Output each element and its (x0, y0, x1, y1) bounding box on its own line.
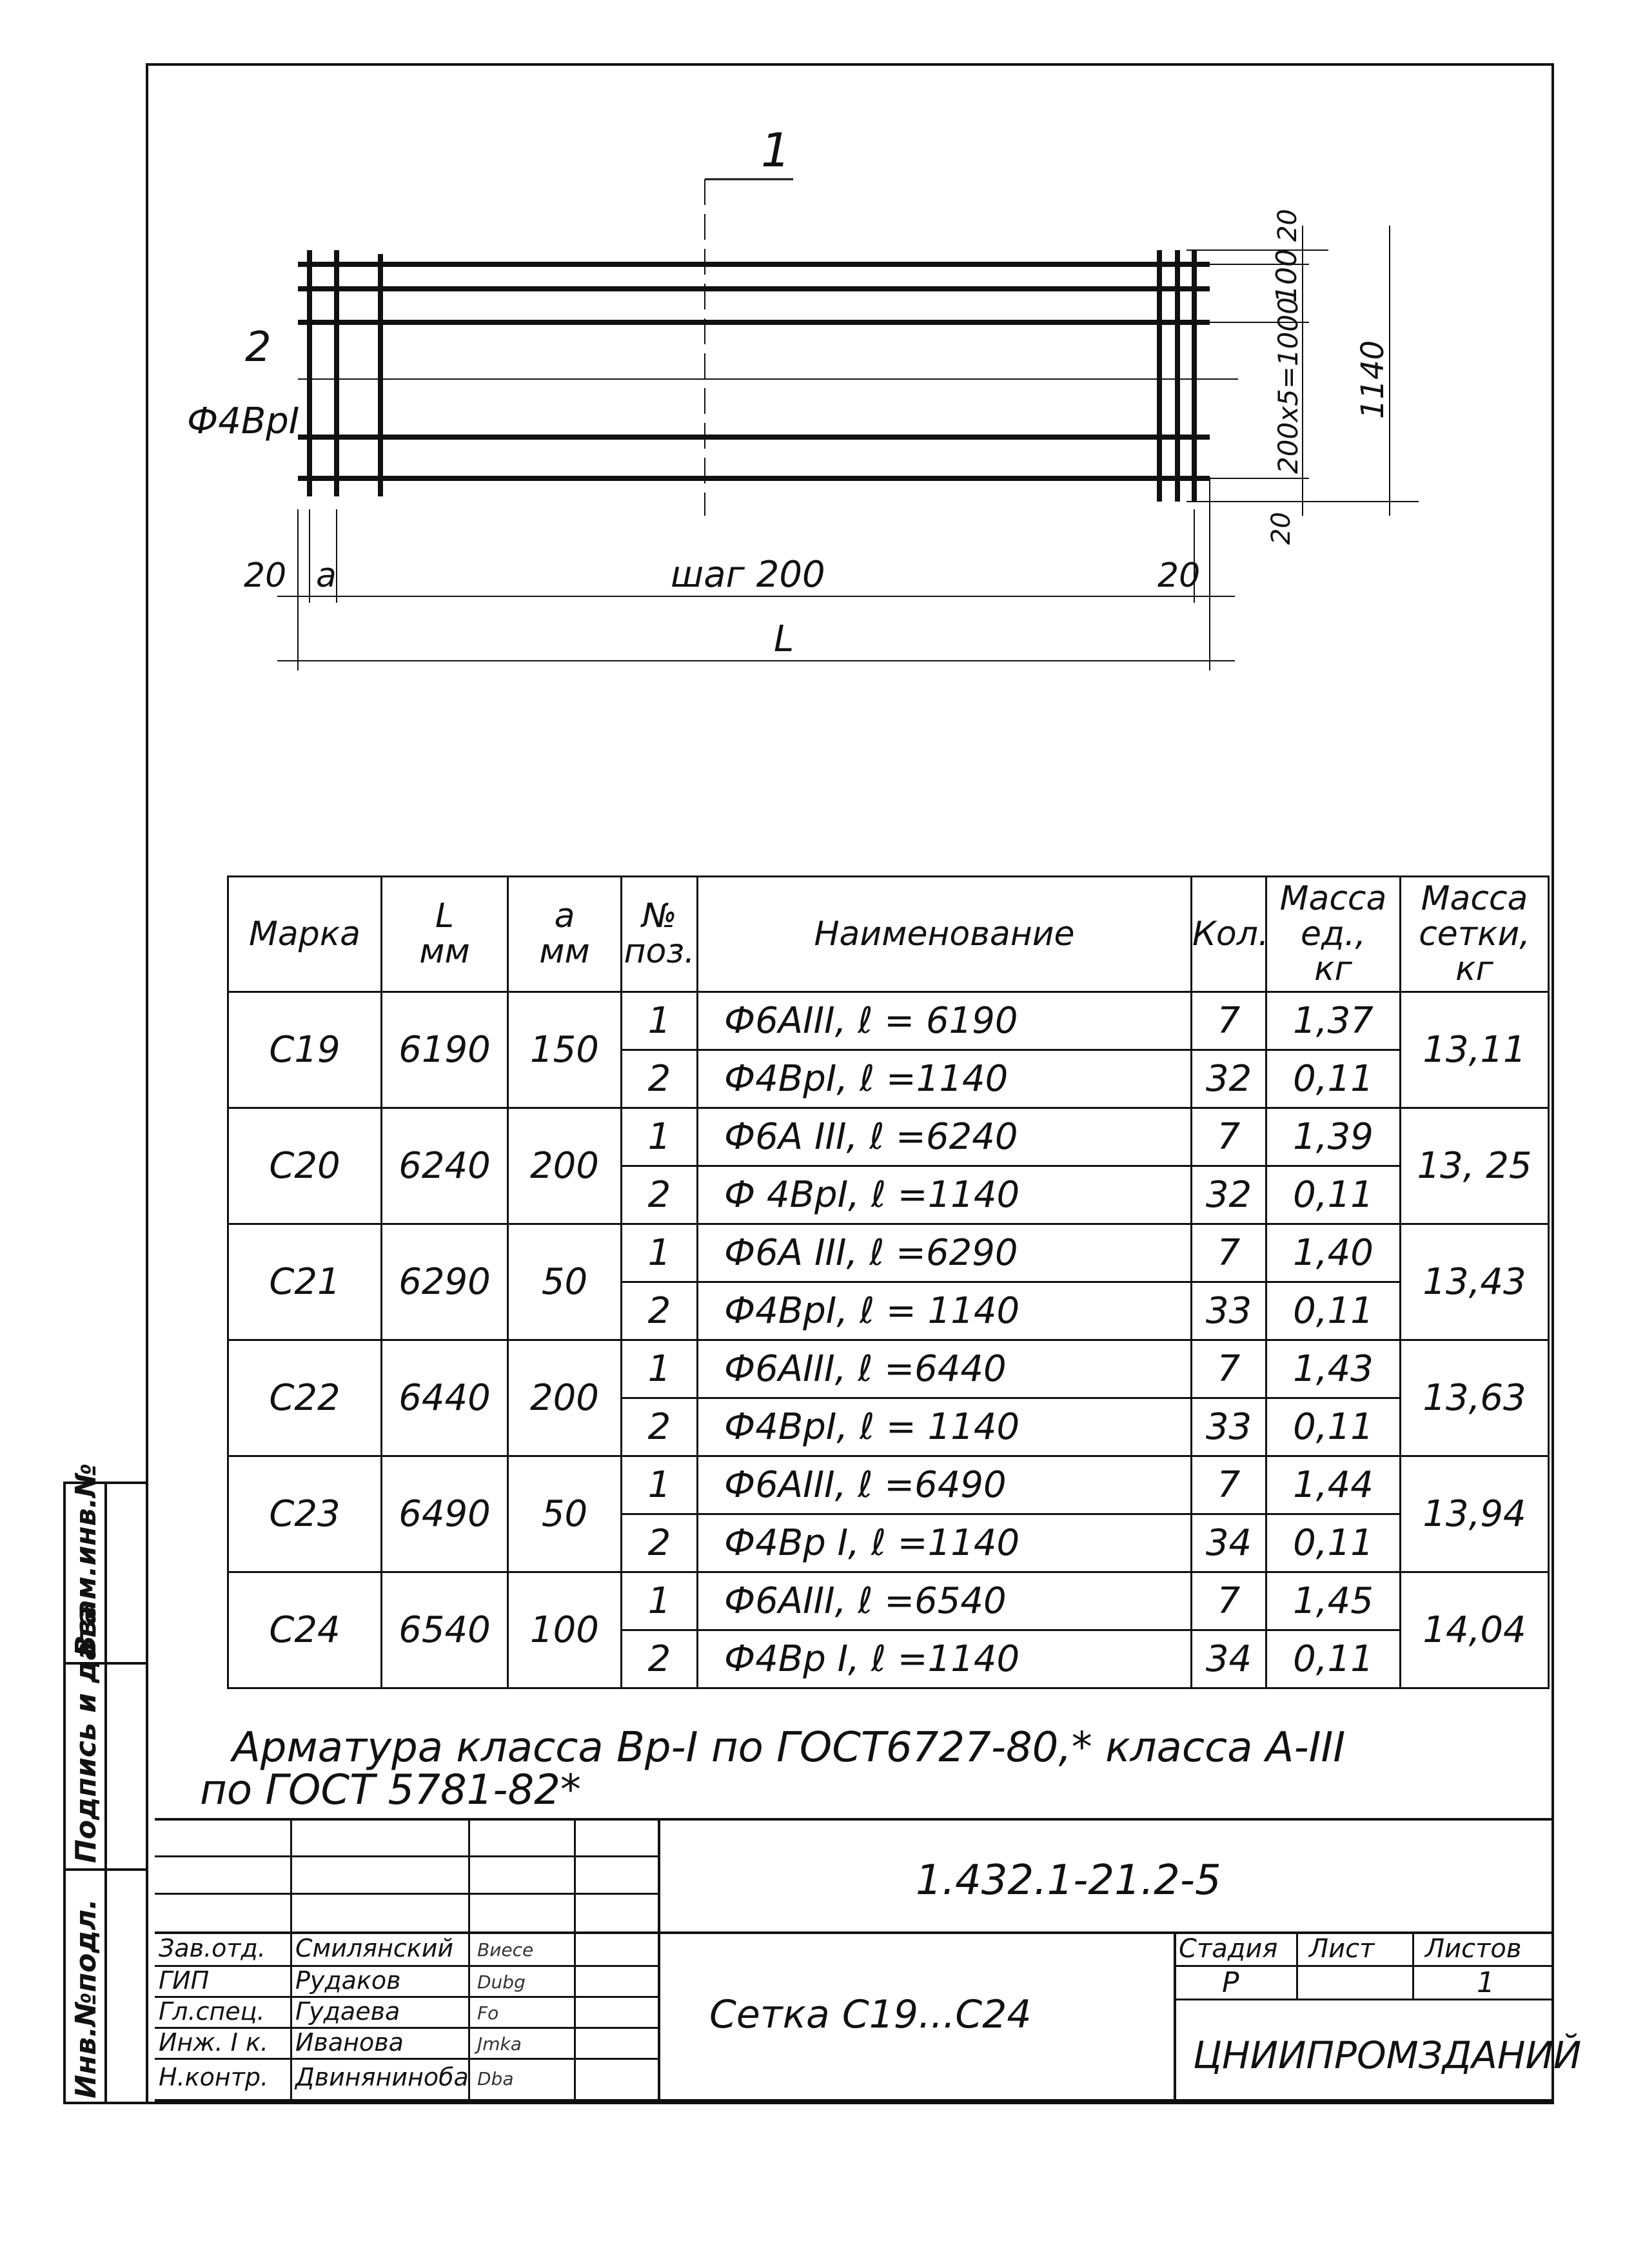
cell-qty: 7 (1192, 1224, 1266, 1282)
cell-name: Ф4Вр I, ℓ =1140 (698, 1514, 1192, 1572)
staff-role: Зав.отд. (159, 1934, 266, 1962)
table-row (228, 1340, 1549, 1398)
cell-a: 50 (508, 1224, 622, 1340)
cell-name: Ф4ВрI, ℓ = 1140 (698, 1282, 1192, 1340)
document-code: 1.432.1-21.2-5 (916, 1857, 1221, 1904)
inventory-original-label: Инв.№подл. (70, 1899, 103, 2098)
cell-L: 6440 (382, 1340, 508, 1456)
cell-mesh-mass: 13,63 (1401, 1340, 1549, 1456)
cell-a: 100 (508, 1572, 622, 1688)
cell-a: 200 (508, 1108, 622, 1224)
cell-unit-mass: 1,39 (1266, 1108, 1401, 1166)
cell-mesh-mass: 13,11 (1401, 992, 1549, 1108)
table-row (228, 1572, 1549, 1630)
cell-a: 150 (508, 992, 622, 1108)
section-mark: 1 (761, 123, 791, 177)
cell-qty: 34 (1192, 1630, 1266, 1688)
dim-top-20: 20 (1273, 209, 1303, 242)
staff-role: Инж. I к. (159, 2028, 268, 2057)
cell-pos: 1 (622, 1572, 698, 1630)
col-mark: Марка (228, 877, 382, 992)
staff-signature: Bиece (477, 1939, 534, 1960)
cell-mark: С24 (228, 1572, 382, 1688)
stage-label: Стадия (1179, 1934, 1278, 1964)
cell-qty: 32 (1192, 1166, 1266, 1224)
bar-position-label: 2 (245, 324, 271, 371)
table-row (228, 1456, 1549, 1514)
cell-pos: 2 (622, 1514, 698, 1572)
cell-a: 200 (508, 1340, 622, 1456)
cell-name: Ф6АIII, ℓ =6540 (698, 1572, 1192, 1630)
cell-mark: С19 (228, 992, 382, 1108)
cell-mark: С20 (228, 1108, 382, 1224)
cell-pos: 1 (622, 992, 698, 1050)
cell-a: 50 (508, 1456, 622, 1572)
cell-name: Ф4ВрI, ℓ =1140 (698, 1050, 1192, 1108)
replaced-inventory-label: Взам.инв.№ (70, 1463, 103, 1657)
cell-unit-mass: 1,45 (1266, 1572, 1401, 1630)
table-row (228, 1224, 1549, 1282)
cell-mesh-mass: 13,43 (1401, 1224, 1549, 1340)
staff-signature: Dubg (477, 1971, 526, 1993)
cell-pos: 1 (622, 1108, 698, 1166)
cell-mesh-mass: 13, 25 (1401, 1108, 1549, 1224)
cell-qty: 7 (1192, 1572, 1266, 1630)
cell-unit-mass: 0,11 (1266, 1398, 1401, 1456)
table-row (228, 992, 1549, 1050)
signature-date-label: Подпись и дата (70, 1605, 103, 1863)
sheets-value: 1 (1477, 1966, 1495, 1999)
staff-name: Иванова (295, 2028, 404, 2057)
cell-unit-mass: 1,37 (1266, 992, 1401, 1050)
cell-unit-mass: 0,11 (1266, 1166, 1401, 1224)
cell-qty: 32 (1192, 1050, 1266, 1108)
cell-name: Ф6А III, ℓ =6290 (698, 1224, 1192, 1282)
dim-middle: 200x5=1000 (1272, 297, 1304, 474)
staff-role: Гл.спец. (159, 1997, 265, 2026)
cell-unit-mass: 0,11 (1266, 1630, 1401, 1688)
cell-qty: 7 (1192, 1340, 1266, 1398)
table-row (228, 1108, 1549, 1166)
dim-bottom-20: 20 (1266, 512, 1296, 545)
staff-role: ГИП (159, 1966, 210, 1995)
staff-name: Двиняниноба (295, 2063, 469, 2091)
col-pos: № поз. (622, 877, 698, 992)
cell-pos: 1 (622, 1340, 698, 1398)
dim-top-100: 100 (1270, 249, 1303, 303)
cell-mark: С22 (228, 1340, 382, 1456)
mesh-plan (277, 179, 1419, 670)
cell-name: Ф4ВрI, ℓ = 1140 (698, 1398, 1192, 1456)
col-mesh-mass: Масса сетки, кг (1401, 877, 1549, 992)
note-line-2: по ГОСТ 5781-82* (200, 1766, 581, 1814)
spec-table (227, 875, 1550, 1689)
cell-L: 6290 (382, 1224, 508, 1340)
cell-unit-mass: 1,40 (1266, 1224, 1401, 1282)
cell-qty: 33 (1192, 1398, 1266, 1456)
dim-right-20: 20 (1157, 556, 1201, 595)
col-a: a мм (508, 877, 622, 992)
col-unit-mass: Масса ед., кг (1266, 877, 1401, 992)
cell-name: Ф6АIII, ℓ = 6190 (698, 992, 1192, 1050)
cell-pos: 2 (622, 1166, 698, 1224)
staff-name: Рудаков (295, 1966, 401, 1995)
cell-qty: 7 (1192, 1456, 1266, 1514)
cell-unit-mass: 0,11 (1266, 1050, 1401, 1108)
cell-name: Ф 4ВрI, ℓ =1140 (698, 1166, 1192, 1224)
col-qty: Кол. (1192, 877, 1266, 992)
sheet-label: Лист (1309, 1934, 1375, 1964)
cell-mark: С21 (228, 1224, 382, 1340)
cell-L: 6240 (382, 1108, 508, 1224)
cell-name: Ф6А III, ℓ =6240 (698, 1108, 1192, 1166)
cell-L: 6540 (382, 1572, 508, 1688)
bar-spec-label: Ф4ВрI (187, 400, 300, 442)
cell-qty: 33 (1192, 1282, 1266, 1340)
cell-pos: 1 (622, 1224, 698, 1282)
reinforcement-note (200, 1726, 1554, 1812)
cell-name: Ф6АIII, ℓ =6440 (698, 1340, 1192, 1398)
cell-qty: 34 (1192, 1514, 1266, 1572)
dim-length: L (774, 618, 794, 660)
staff-signature: Jmka (477, 2033, 522, 2055)
staff-role: Н.контр. (159, 2063, 269, 2091)
dim-step: шаг 200 (671, 554, 825, 596)
cell-unit-mass: 1,44 (1266, 1456, 1401, 1514)
dim-left-20: 20 (244, 556, 287, 595)
staff-name: Гудаева (295, 1997, 400, 2026)
cell-qty: 7 (1192, 992, 1266, 1050)
table-header-row (228, 877, 1549, 992)
cell-pos: 2 (622, 1050, 698, 1108)
cell-unit-mass: 1,43 (1266, 1340, 1401, 1398)
cell-unit-mass: 0,11 (1266, 1514, 1401, 1572)
cell-name: Ф6АIII, ℓ =6490 (698, 1456, 1192, 1514)
cell-name: Ф4Вр I, ℓ =1140 (698, 1630, 1192, 1688)
staff-name: Смилянский (295, 1934, 454, 1962)
note-line-1: Арматура класса Вр-I по ГОСТ6727-80,* класса А-III (232, 1724, 1346, 1772)
organization-name: ЦНИИПРОМЗДАНИЙ (1193, 2033, 1582, 2077)
drawing-title: Сетка С19...С24 (709, 1992, 1032, 2037)
stage-value: Р (1222, 1966, 1239, 1999)
cell-L: 6190 (382, 992, 508, 1108)
staff-signature: Dba (477, 2068, 514, 2089)
dim-a: a (316, 556, 337, 595)
cell-mesh-mass: 13,94 (1401, 1456, 1549, 1572)
sheets-label: Листов (1425, 1934, 1522, 1964)
cell-pos: 2 (622, 1630, 698, 1688)
dim-total-1140: 1140 (1355, 340, 1391, 419)
cell-mark: С23 (228, 1456, 382, 1572)
cell-pos: 2 (622, 1282, 698, 1340)
staff-signature: Fo (477, 2002, 499, 2024)
cell-mesh-mass: 14,04 (1401, 1572, 1549, 1688)
cell-pos: 1 (622, 1456, 698, 1514)
col-name: Наименование (698, 877, 1192, 992)
col-L: L мм (382, 877, 508, 992)
cell-unit-mass: 0,11 (1266, 1282, 1401, 1340)
title-block (155, 1818, 1582, 2102)
cell-qty: 7 (1192, 1108, 1266, 1166)
cell-L: 6490 (382, 1456, 508, 1572)
cell-pos: 2 (622, 1398, 698, 1456)
